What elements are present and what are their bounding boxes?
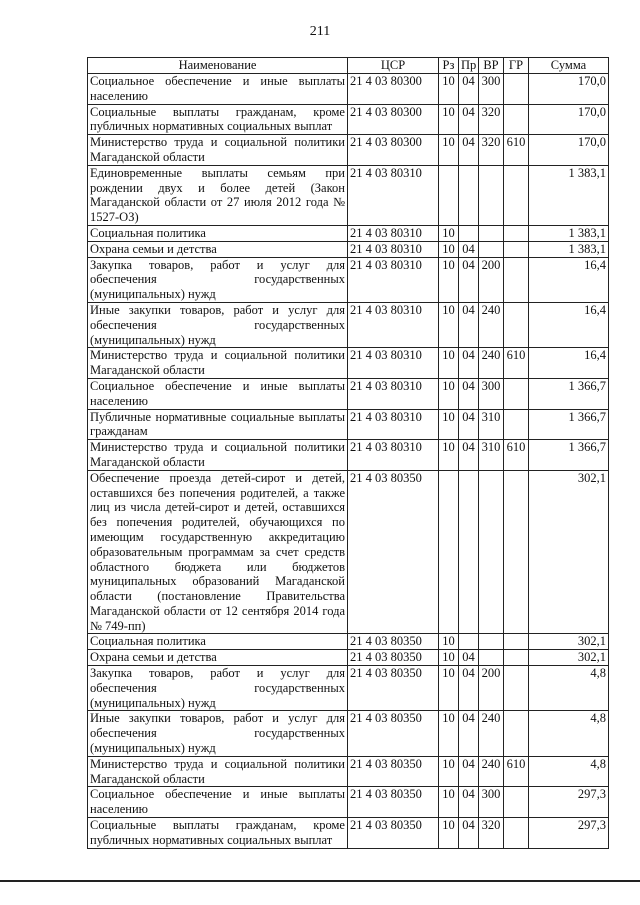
cell-vr <box>479 241 504 257</box>
table-row <box>88 666 609 711</box>
table-row <box>88 818 609 849</box>
cell-csr: 21 4 03 80350 <box>348 650 439 666</box>
cell-sum: 297,3 <box>529 818 609 849</box>
cell-vr: 300 <box>479 74 504 105</box>
cell-pr: 04 <box>459 787 479 818</box>
cell-sum: 16,4 <box>529 348 609 379</box>
cell-csr: 21 4 03 80310 <box>348 378 439 409</box>
cell-sum: 4,8 <box>529 711 609 756</box>
cell-gr <box>504 818 529 849</box>
table-row <box>88 787 609 818</box>
cell-vr: 310 <box>479 440 504 471</box>
cell-rz: 10 <box>439 104 459 135</box>
cell-sum: 170,0 <box>529 135 609 166</box>
header-gr: ГР <box>504 58 529 74</box>
cell-sum: 1 366,7 <box>529 378 609 409</box>
header-rz: Рз <box>439 58 459 74</box>
cell-name: Охрана семьи и детства <box>88 650 348 666</box>
cell-vr <box>479 225 504 241</box>
cell-gr <box>504 409 529 440</box>
cell-rz: 10 <box>439 135 459 166</box>
header-sum: Сумма <box>529 58 609 74</box>
cell-vr: 320 <box>479 104 504 135</box>
cell-name: Публичные нормативные социальные выплаты гражданам <box>88 409 348 440</box>
cell-csr: 21 4 03 80300 <box>348 74 439 105</box>
table-row <box>88 634 609 650</box>
cell-vr <box>479 165 504 225</box>
cell-vr: 240 <box>479 348 504 379</box>
cell-gr: 610 <box>504 756 529 787</box>
cell-rz: 10 <box>439 634 459 650</box>
cell-gr <box>504 470 529 634</box>
cell-name: Социальное обеспечение и иные выплаты населению <box>88 378 348 409</box>
cell-csr: 21 4 03 80350 <box>348 787 439 818</box>
cell-rz: 10 <box>439 241 459 257</box>
cell-sum: 297,3 <box>529 787 609 818</box>
cell-pr: 04 <box>459 666 479 711</box>
cell-pr: 04 <box>459 348 479 379</box>
cell-csr: 21 4 03 80310 <box>348 348 439 379</box>
cell-vr: 320 <box>479 135 504 166</box>
cell-sum: 1 383,1 <box>529 225 609 241</box>
cell-sum: 16,4 <box>529 257 609 302</box>
cell-gr <box>504 378 529 409</box>
cell-csr: 21 4 03 80350 <box>348 666 439 711</box>
cell-name: Социальные выплаты гражданам, кроме публичных нормативных социальных выплат <box>88 104 348 135</box>
header-name: Наименование <box>88 58 348 74</box>
budget-table <box>87 57 609 849</box>
cell-rz: 10 <box>439 378 459 409</box>
cell-name: Иные закупки товаров, работ и услуг для обеспечения государственных (муниципальных) нужд <box>88 711 348 756</box>
table-row <box>88 756 609 787</box>
cell-sum: 16,4 <box>529 302 609 347</box>
cell-gr <box>504 650 529 666</box>
cell-rz: 10 <box>439 711 459 756</box>
table-row <box>88 74 609 105</box>
cell-gr: 610 <box>504 135 529 166</box>
cell-sum: 170,0 <box>529 74 609 105</box>
cell-pr: 04 <box>459 74 479 105</box>
cell-vr: 240 <box>479 711 504 756</box>
header-pr: Пр <box>459 58 479 74</box>
cell-rz <box>439 470 459 634</box>
cell-gr <box>504 634 529 650</box>
cell-name: Социальное обеспечение и иные выплаты населению <box>88 787 348 818</box>
cell-vr: 310 <box>479 409 504 440</box>
cell-sum: 170,0 <box>529 104 609 135</box>
cell-pr: 04 <box>459 302 479 347</box>
cell-name: Министерство труда и социальной политики Магаданской области <box>88 135 348 166</box>
table-row <box>88 135 609 166</box>
cell-rz: 10 <box>439 302 459 347</box>
header-csr: ЦСР <box>348 58 439 74</box>
cell-pr <box>459 225 479 241</box>
cell-gr <box>504 104 529 135</box>
table-row <box>88 440 609 471</box>
cell-rz: 10 <box>439 787 459 818</box>
cell-gr <box>504 225 529 241</box>
cell-sum: 1 366,7 <box>529 409 609 440</box>
cell-name: Социальная политика <box>88 634 348 650</box>
cell-pr: 04 <box>459 650 479 666</box>
cell-vr: 200 <box>479 666 504 711</box>
table-row <box>88 104 609 135</box>
table-row <box>88 302 609 347</box>
cell-csr: 21 4 03 80350 <box>348 711 439 756</box>
cell-csr: 21 4 03 80310 <box>348 225 439 241</box>
cell-csr: 21 4 03 80310 <box>348 302 439 347</box>
table-row <box>88 409 609 440</box>
cell-gr <box>504 257 529 302</box>
cell-sum: 1 383,1 <box>529 241 609 257</box>
table-header-row <box>88 58 609 74</box>
cell-sum: 4,8 <box>529 756 609 787</box>
cell-vr: 200 <box>479 257 504 302</box>
cell-pr <box>459 634 479 650</box>
cell-name: Иные закупки товаров, работ и услуг для обеспечения государственных (муниципальных) нужд <box>88 302 348 347</box>
cell-sum: 1 366,7 <box>529 440 609 471</box>
table-row <box>88 165 609 225</box>
cell-name: Единовременные выплаты семьям при рождении двух и более детей (Закон Магаданской области от 27 июля 2012 года № 1527-ОЗ) <box>88 165 348 225</box>
cell-pr: 04 <box>459 104 479 135</box>
cell-gr <box>504 787 529 818</box>
cell-rz: 10 <box>439 257 459 302</box>
cell-rz: 10 <box>439 74 459 105</box>
page-number: 211 <box>309 24 331 39</box>
cell-gr <box>504 241 529 257</box>
table-row <box>88 225 609 241</box>
cell-gr <box>504 711 529 756</box>
cell-name: Министерство труда и социальной политики Магаданской области <box>88 440 348 471</box>
cell-csr: 21 4 03 80350 <box>348 818 439 849</box>
footer-divider <box>0 880 640 882</box>
cell-sum: 1 383,1 <box>529 165 609 225</box>
cell-pr: 04 <box>459 440 479 471</box>
cell-vr: 240 <box>479 756 504 787</box>
table-row <box>88 257 609 302</box>
cell-csr: 21 4 03 80310 <box>348 257 439 302</box>
cell-pr: 04 <box>459 241 479 257</box>
cell-gr: 610 <box>504 440 529 471</box>
cell-pr <box>459 470 479 634</box>
cell-name: Обеспечение проезда детей-сирот и детей, оставшихся без попечения родителей, а также лиц из числа детей-сирот и детей, оставшихся без попечения родителей, обучающихся по имеющим государственную аккредитацию образовательным программам за счет средств областного бюджета или бюджетов муниципальных образований Магаданской области (постановление Правительства Магаданской области от 12 сентября 2014 года № 749-пп) <box>88 470 348 634</box>
cell-name: Закупка товаров, работ и услуг для обеспечения государственных (муниципальных) нужд <box>88 257 348 302</box>
cell-vr <box>479 634 504 650</box>
cell-name: Министерство труда и социальной политики Магаданской области <box>88 348 348 379</box>
cell-pr <box>459 165 479 225</box>
cell-rz: 10 <box>439 348 459 379</box>
header-vr: ВР <box>479 58 504 74</box>
cell-csr: 21 4 03 80310 <box>348 409 439 440</box>
cell-gr <box>504 666 529 711</box>
cell-pr: 04 <box>459 378 479 409</box>
cell-vr <box>479 650 504 666</box>
cell-csr: 21 4 03 80350 <box>348 756 439 787</box>
cell-pr: 04 <box>459 135 479 166</box>
cell-pr: 04 <box>459 257 479 302</box>
table-row <box>88 650 609 666</box>
cell-vr: 300 <box>479 787 504 818</box>
cell-name: Закупка товаров, работ и услуг для обеспечения государственных (муниципальных) нужд <box>88 666 348 711</box>
cell-csr: 21 4 03 80310 <box>348 165 439 225</box>
cell-pr: 04 <box>459 711 479 756</box>
cell-csr: 21 4 03 80300 <box>348 104 439 135</box>
table-row <box>88 470 609 634</box>
cell-csr: 21 4 03 80350 <box>348 634 439 650</box>
cell-gr <box>504 165 529 225</box>
cell-vr: 240 <box>479 302 504 347</box>
cell-gr <box>504 74 529 105</box>
cell-rz: 10 <box>439 818 459 849</box>
cell-vr <box>479 470 504 634</box>
cell-sum: 302,1 <box>529 634 609 650</box>
cell-rz: 10 <box>439 440 459 471</box>
cell-pr: 04 <box>459 409 479 440</box>
cell-gr: 610 <box>504 348 529 379</box>
table-body <box>88 74 609 849</box>
cell-vr: 300 <box>479 378 504 409</box>
cell-rz <box>439 165 459 225</box>
cell-rz: 10 <box>439 225 459 241</box>
cell-csr: 21 4 03 80310 <box>348 241 439 257</box>
cell-csr: 21 4 03 80300 <box>348 135 439 166</box>
cell-name: Социальные выплаты гражданам, кроме публичных нормативных социальных выплат <box>88 818 348 849</box>
cell-name: Социальная политика <box>88 225 348 241</box>
cell-csr: 21 4 03 80310 <box>348 440 439 471</box>
cell-csr: 21 4 03 80350 <box>348 470 439 634</box>
table-row <box>88 378 609 409</box>
cell-sum: 302,1 <box>529 650 609 666</box>
cell-vr: 320 <box>479 818 504 849</box>
cell-rz: 10 <box>439 666 459 711</box>
cell-name: Министерство труда и социальной политики Магаданской области <box>88 756 348 787</box>
cell-name: Охрана семьи и детства <box>88 241 348 257</box>
cell-rz: 10 <box>439 409 459 440</box>
cell-gr <box>504 302 529 347</box>
cell-pr: 04 <box>459 756 479 787</box>
table-row <box>88 241 609 257</box>
cell-rz: 10 <box>439 650 459 666</box>
cell-name: Социальное обеспечение и иные выплаты населению <box>88 74 348 105</box>
cell-rz: 10 <box>439 756 459 787</box>
cell-sum: 4,8 <box>529 666 609 711</box>
cell-pr: 04 <box>459 818 479 849</box>
table-row <box>88 711 609 756</box>
cell-sum: 302,1 <box>529 470 609 634</box>
table-row <box>88 348 609 379</box>
